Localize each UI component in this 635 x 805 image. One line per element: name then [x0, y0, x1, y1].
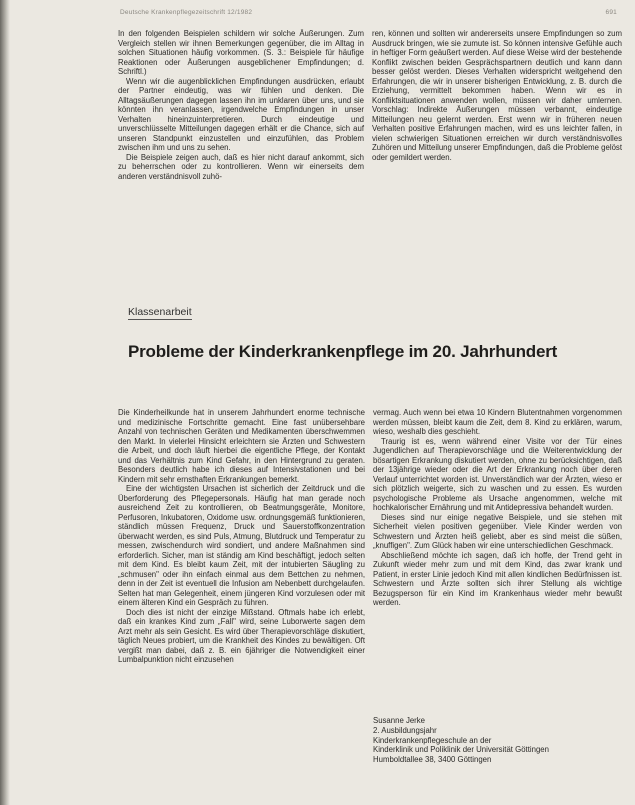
paragraph: vermag. Auch wenn bei etwa 10 Kindern Blutentnahmen vorgenommen werden müssen, bleibt kaum die Zeit, dem 8. Kind zu erklären, warum, wieso, weshalb dies geschieht.	[373, 408, 622, 436]
paragraph: Eine der wichtigsten Ursachen ist sicherlich der Zeitdruck und die Überforderung des Pflegepersonals. Häufig hat man gerade noch ausreichend Zeit zu kontrollieren, ob Beatmungsgeräte, Monitore, Perfusoren, Inkubatoren, Oxidome usw. ordnungsgemäß funktionieren, ständlich müssen Frequenz, Druck und Sauerstoffkonzentration überwacht werden, es sind Puls, Atmung, Blutdruck und Temperatur zu messen, zwischendurch wird sondiert, und andere Maßnahmen sind erforderlich. Sicher, man ist ständig am Kind beschäftigt, jedoch selten mit dem Kind. Es bleibt kaum Zeit, mit der intubierten Säugling zu „schmusen" oder ihn einfach einmal aus dem Bettchen zu nehmen, denn in der Zeit ist eventuell die Infusion am Nebenbett durchgelaufen. Selten hat man Gelegenheit, einem jüngeren Kind vorzulesen oder mit einem älteren Kind ein Gespräch zu führen.	[118, 484, 365, 607]
paragraph: Doch dies ist nicht der einzige Mißstand. Oftmals habe ich erlebt, daß ein krankes Kind zum „Fall" wird, seine Luborwerte sagen dem Arzt mehr als sein Gesicht. Es wird über Therapievorschläge diskutiert, täglich Neues probiert, um die Krankheit des Kindes zu bewältigen. Oft vergißt man dabei, daß z. B. ein 6jähriger die Notwendigkeit einer Lumbalpunktion nicht einzusehen	[118, 607, 365, 664]
author-name: Susanne Jerke	[373, 716, 426, 725]
paragraph: Traurig ist es, wenn während einer Visite vor der Tür eines Jugendlichen auf Therapievorschläge und die Weiterentwicklung der bösartigen Erkrankung diskutiert werden, ohne zu berücksichtigen, daß der 13jährige wieder oder die Art der Erkrankung noch über deren Verlauf unterrichtet worden ist. Unverständlich war der Ärzten, wieso er sich plötzlich weigerte, sich zu waschen und zu essen. Es wurden psychologische Probleme als Ursache angenommen, welche mit hochkalorischer Ernährung und mit Antidepressiva behandelt wurden.	[373, 436, 622, 512]
page-number: 691	[605, 9, 617, 16]
section-label: Klassenarbeit	[128, 306, 192, 318]
paragraph: ren, können und sollten wir andererseits unsere Empfindungen so zum Ausdruck bringen, wie sie zumute ist. So können intensive Gefühle auch in heftiger Form geäußert werden. Auf diese Weise wird der bestehende Konflikt zwischen beiden Gesprächspartnern deutlich und kann dann besser gelöst werden. Dieses Verhalten widerspricht weitgehend den Erfahrungen, die wir in unserer bisherigen Entwicklung, z. B. durch die Erziehung, vermittelt bekommen haben. Wenn wir es in Konfliktsituationen anwenden wollen, müssen wir daher umlernen. Vorschlag: Indirekte Äußerungen müssen verbannt, eindeutige Mitteilungen neu gelernt werden. Erst wenn wir in früheren neuen Verhalten positive Erfahrungen machen, wird es uns leichter fallen, in vielen schwierigen Situationen erreichen wir durch verständnisvolles Zuhören und Mitteilung unserer Empfindungen, daß die Probleme gelöst oder gemildert werden.	[372, 29, 622, 162]
paragraph: Die Beispiele zeigen auch, daß es hier nicht darauf ankommt, sich zu beherrschen oder zu kontrollieren. Wenn wir einerseits dem anderen verständnisvoll zuhö-	[118, 152, 364, 181]
page-spine-shadow	[0, 0, 10, 805]
article-title: Probleme der Kinderkrankenpflege im 20. Jahrhundert	[128, 342, 558, 361]
journal-title: Deutsche Krankenpflegezeitschrift 12/1982	[120, 9, 253, 16]
paragraph: In den folgenden Beispielen schildern wir solche Äußerungen. Zum Vergleich stellen wir ihnen Bemerkungen gegenüber, die im Alltag in solchen Situationen häufig vorkommen. (S. 3.: Beispiele für häufige Reaktionen oder Äußerungen ausgeblichener Empfindungen; d. Schriftl.)	[118, 29, 364, 76]
bottom-right-column	[373, 408, 622, 608]
school-line-2: Kinderklinik und Poliklinik der Universität Göttingen	[373, 745, 549, 755]
author-year: 2. Ausbildungsjahr	[373, 725, 437, 735]
school-line-1: Kinderkrankenpflegeschule an der	[373, 735, 492, 745]
paragraph: Dieses sind nur einige negative Beispiele, und sie stehen mit Sicherheit vielen positiven gegenüber. Viele Kinder werden von Schwestern und Ärzten heiß geliebt, aber es sind meist die süßen, „knuffigen". Zum Glück haben wir eine unterschiedlichen Geschmack.	[373, 512, 622, 550]
bottom-left-column	[118, 408, 365, 665]
running-head	[120, 9, 617, 16]
paragraph: Wenn wir die augenblicklichen Empfindungen ausdrücken, erlaubt der Partner eindeutig, was wir fühlen und denken. Die Alltagsäußerungen dagegen lassen ihn im unklaren über uns, und sie könnten ihn veranlassen, irgendwelche Empfindungen in unser Verhalten hineinzuinterpretieren. Durch eindeutige und unverschlüsselte Mitteilungen dagegen erhält er die Chance, sich auf unseren Standpunkt einzustellen und einzufühlen, das Problem zwischen ihm und uns zu sehen.	[118, 76, 364, 152]
paragraph: Die Kinderheilkunde hat in unserem Jahrhundert enorme technische und medizinische Fortschritte gemacht. Eine fast unübersehbare Anzahl von technischen Geräten und Medikamenten überschwemmen den Markt. In vielerlei Hinsicht erleichtern sie Ärzten und Schwestern die Arbeit, und doch läuft hierbei die eigentliche Pflege, der Kontakt und das Verhältnis zum Kind Gefahr, in den Hintergrund zu geraten. Besonders deutlich habe ich dieses auf Intensivstationen und bei Kindern mit sehr ernsthaften Erkrankungen bemerkt.	[118, 408, 365, 484]
paragraph: Abschließend möchte ich sagen, daß ich hoffe, der Trend geht in Zukunft wieder mehr zum und mit dem Kind, das zwar krank und Patient, in erster Linie jedoch Kind mit allen kindlichen Bedürfnissen ist. Schwestern und Ärzte sollten sich ihrer Stellung als wichtige Bezugsperson für ein Kind im Krankenhaus wieder mehr bewußt werden.	[373, 550, 622, 607]
author-signature-block	[373, 716, 622, 765]
top-right-column	[372, 29, 622, 162]
top-left-column	[118, 29, 364, 181]
school-address: Humboldtallee 38, 3400 Göttingen	[373, 755, 492, 765]
